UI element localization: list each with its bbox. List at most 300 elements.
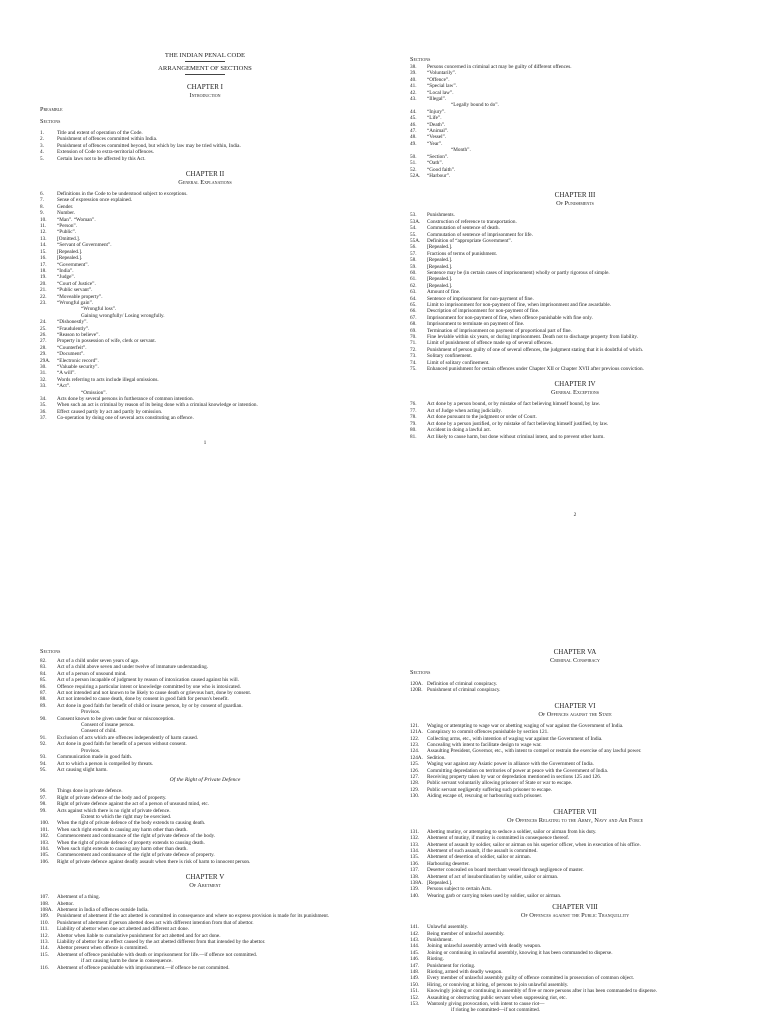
section-number: 31. — [40, 370, 47, 377]
section-title: Things done in private defence. — [57, 788, 123, 795]
section-number: 120B. — [410, 687, 423, 694]
section-number: 149. — [410, 975, 420, 982]
section-list — [410, 723, 740, 800]
section-title: Sentence of imprisonment for non-payment of fine. — [427, 295, 534, 302]
section-list — [40, 130, 370, 162]
section-title: Abetment of desertion of soldier, sailor or airman. — [427, 854, 531, 861]
section-number: 106. — [40, 858, 50, 865]
section-title: Receiving property taken by war or depredation mentioned in sections 125 and 126. — [427, 774, 602, 781]
section-title: “Public”. — [57, 229, 77, 236]
preamble-label: Preamble — [40, 106, 63, 113]
section-number: 92. — [40, 741, 47, 748]
section-entry — [410, 893, 740, 899]
section-title: Construction of reference to transportation. — [427, 218, 517, 225]
section-title: Consent of child. — [81, 728, 117, 735]
section-title: Act of Judge when acting judicially. — [427, 407, 502, 414]
section-title: “Wrongful loss”. — [81, 306, 117, 313]
section-title: “Act”. — [57, 383, 71, 390]
section-entry — [40, 965, 370, 971]
section-number: 109. — [40, 913, 50, 920]
section-title: Enhanced punishment for certain offences under Chapter XII or Chapter XVII after previous conviction. — [427, 366, 644, 373]
section-number: 110. — [40, 919, 49, 926]
section-number: 16. — [40, 255, 47, 262]
section-number: 15. — [40, 248, 47, 255]
chapter-7-heading: CHAPTER VII — [553, 807, 597, 816]
section-title: Amount of fine. — [427, 289, 461, 296]
section-title: Abetment of such assault, if the assault is committed. — [427, 847, 538, 854]
sections-label: Sections — [40, 648, 61, 655]
section-title: Imprisonment for non-payment of fine, when offence punishable with fine only. — [427, 314, 593, 321]
section-number: 52. — [410, 166, 417, 173]
section-number: 102. — [40, 833, 50, 840]
section-number: 120A. — [410, 681, 423, 687]
section-entry — [40, 156, 370, 162]
section-title: Concealing with intent to facilitate design to wage war. — [427, 742, 542, 749]
section-number: 83. — [40, 664, 47, 671]
section-title: Property in possession of wife, clerk or servant. — [57, 338, 156, 345]
section-title: Waging war against any Asiatic power in alliance with the Government of India. — [427, 761, 594, 768]
section-title: Effect caused partly by act and partly by omission. — [57, 408, 163, 415]
section-number: 111. — [40, 926, 49, 933]
section-number: 79. — [410, 420, 417, 427]
section-title: Abetment of act of insubordination by soldier, sailor or airman. — [427, 873, 559, 880]
section-number: 114. — [40, 945, 49, 952]
section-title: “Dishonestly”. — [57, 319, 88, 326]
section-number: 82. — [40, 658, 47, 664]
section-number: 137. — [410, 867, 420, 874]
section-title: “Injury”. — [427, 108, 446, 115]
section-number: 72. — [410, 346, 417, 353]
section-number: 93. — [40, 754, 47, 761]
section-title: Waging or attempting to wage war or abetting waging of war against the Government of India. — [427, 722, 624, 729]
section-number: 131. — [410, 828, 420, 835]
chapter-8-subtitle: Of Offences against the Public Tranquillity — [520, 912, 630, 920]
section-entry — [40, 415, 370, 421]
section-title: Limit of punishment of offence made up of several offences. — [427, 340, 553, 347]
section-number: 97. — [40, 794, 47, 801]
section-title: “Government”. — [57, 261, 89, 268]
section-number: 27. — [40, 338, 47, 345]
section-number: 64. — [410, 295, 417, 302]
section-title: Act of a child under seven years of age. — [57, 658, 140, 664]
section-title: “Legally bound to do”. — [451, 102, 499, 109]
section-number: 9. — [40, 210, 44, 217]
section-number: 61. — [410, 276, 417, 283]
section-number: 125. — [410, 761, 420, 768]
section-number: 101. — [40, 826, 50, 833]
section-number: 57. — [410, 250, 417, 257]
section-title: Fine leviable within six years, or during imprisonment. Death not to discharge property from liability. — [427, 334, 638, 341]
section-number: 40. — [410, 76, 417, 83]
section-number: 63. — [410, 289, 417, 296]
section-title: Abetment of offence punishable with imprisonment.—if offence be not committed. — [57, 964, 230, 971]
section-title: Public servant voluntarily allowing prisoner of State or war to escape. — [427, 780, 573, 787]
section-title: [Repealed.]. — [57, 248, 83, 255]
section-number: 20. — [40, 280, 47, 287]
section-title: “Document”. — [57, 351, 85, 358]
chapter-5a-subtitle: Criminal Conspiracy — [550, 657, 600, 664]
section-title: [Repealed.]. — [427, 244, 453, 251]
chapter-5-heading: CHAPTER V — [185, 873, 225, 882]
section-number: 51. — [410, 160, 417, 167]
section-number: 58. — [410, 257, 417, 264]
section-title: Exclusion of acts which are offences independently of harm caused. — [57, 734, 199, 741]
section-number — [410, 1007, 427, 1013]
section-number: 43. — [410, 96, 417, 103]
section-number: 66. — [410, 308, 417, 315]
section-number: 90. — [40, 715, 47, 722]
section-entry — [410, 434, 740, 440]
section-number: 134. — [410, 847, 420, 854]
section-number: 53A. — [410, 218, 421, 225]
section-title: “Man”. “Woman”. — [57, 216, 96, 223]
section-number: 68. — [410, 321, 417, 328]
section-number: 98. — [40, 801, 47, 808]
section-title: “Servant of Government”. — [57, 242, 112, 249]
section-number: 143. — [410, 936, 420, 943]
page-1 — [40, 52, 370, 446]
section-number: 47. — [410, 128, 417, 135]
section-number: 126. — [410, 767, 420, 774]
section-number: 105. — [40, 852, 50, 859]
section-number: 85. — [40, 677, 47, 684]
section-number: 86. — [40, 683, 47, 690]
section-title: Assaulting President, Governor, etc., with intent to compel or restrain the exercise of any lawful power. — [427, 748, 642, 755]
section-title: When such right extends to causing any harm other than death. — [57, 845, 188, 852]
section-title: When such an act is criminal by reason of its being done with a criminal knowledge or intention. — [57, 402, 258, 409]
section-title: [Repealed.]. — [427, 276, 453, 283]
section-number: 14. — [40, 242, 47, 249]
section-number: 60. — [410, 269, 417, 276]
section-number: 132. — [410, 835, 420, 842]
section-entry — [410, 687, 740, 693]
section-number: 91. — [40, 734, 47, 741]
section-number: 34. — [40, 396, 47, 403]
section-title: Punishments. — [427, 212, 455, 219]
section-number: 123. — [410, 742, 420, 749]
section-title: Abetting mutiny, or attempting to seduce a soldier, sailor or airman from his duty. — [427, 828, 597, 835]
section-number: 49. — [410, 140, 417, 147]
section-list — [410, 64, 740, 179]
section-title: Co-operation by doing one of several acts constituting an offence. — [57, 415, 194, 422]
page-4 — [410, 648, 740, 1014]
page-number: 2 — [573, 511, 577, 518]
section-number: 148. — [410, 969, 420, 975]
section-title: “Month”. — [451, 147, 471, 154]
section-number: 50. — [410, 153, 417, 160]
section-number: 142. — [410, 930, 420, 937]
section-number: 107. — [40, 894, 50, 901]
section-title: “Public servant”. — [57, 287, 93, 294]
chapter-3-heading: CHAPTER III — [554, 191, 596, 200]
section-title: Sentence may be (in certain cases of imprisonment) wholly or partly rigorous of simple. — [427, 269, 610, 276]
section-number: 152. — [410, 994, 420, 1001]
section-entry — [410, 366, 740, 372]
section-title: Commencement and continuance of the right of private defence of property. — [57, 852, 215, 859]
section-number: 146. — [410, 956, 420, 963]
section-title: Persons concerned in criminal act may be guilty of different offences. — [427, 64, 572, 70]
section-number: 95. — [40, 766, 47, 773]
section-number: 94. — [40, 760, 47, 767]
section-number: 108. — [40, 900, 50, 907]
section-number: 151. — [410, 988, 420, 995]
section-number: 48. — [410, 134, 417, 141]
section-number: 26. — [40, 331, 47, 338]
section-number: 69. — [410, 327, 417, 334]
section-list — [410, 401, 740, 439]
section-number: 7. — [40, 197, 44, 204]
section-number: 115. — [40, 951, 49, 958]
page-2 — [410, 56, 740, 518]
section-title: Right of private defence of the body and of property. — [57, 794, 167, 801]
section-number: 124. — [410, 748, 420, 755]
chapter-2-heading: CHAPTER II — [185, 170, 225, 179]
section-title: Certain laws not to be affected by this Act. — [57, 155, 146, 162]
section-number: 59. — [410, 263, 417, 270]
section-title: Deserter concealed on board merchant vessel through negligence of master. — [427, 867, 584, 874]
section-title: Conspiracy to commit offences punishable by section 121. — [427, 729, 549, 736]
section-title: Abetment of a thing. — [57, 894, 100, 901]
section-number: 52A. — [410, 172, 421, 179]
section-title: “Harbour”. — [427, 172, 451, 179]
section-title: Commutation of sentence of imprisonment for life. — [427, 231, 533, 238]
section-title: “Section”. — [427, 153, 449, 160]
section-number: 113. — [40, 939, 49, 946]
section-number: 53. — [410, 212, 417, 219]
section-title: Solitary confinement. — [427, 353, 472, 360]
section-title: Being member of unlawful assembly. — [427, 930, 505, 937]
section-title: Aiding escape of, rescuing or harbouring such prisoner. — [427, 793, 543, 800]
section-title: Extent to which the right may be exercised. — [81, 813, 172, 820]
section-title: Act of a person incapable of judgment by reason of intoxication caused against his will. — [57, 677, 239, 684]
chapter-2-subtitle: General Explanations — [178, 179, 232, 187]
section-title: Number. — [57, 210, 76, 217]
section-number: 22. — [40, 293, 47, 300]
section-number: 141. — [410, 924, 420, 931]
section-number: 140. — [410, 892, 420, 899]
section-number: 41. — [410, 83, 417, 90]
section-number: 139. — [410, 886, 420, 893]
section-title: Words referring to acts include illegal omissions. — [57, 376, 159, 383]
section-title: Consent known to be given under fear or misconception. — [57, 715, 175, 722]
section-entry — [40, 859, 370, 865]
section-title: Punishment for rioting. — [427, 962, 476, 969]
section-title: Act not intended and not known to be likely to cause death or grievous hurt, done by consent. — [57, 690, 252, 697]
section-title: “A will”. — [57, 370, 76, 377]
section-number: 133. — [410, 841, 420, 848]
section-title: Commencement and continuance of the right of private defence of the body. — [57, 833, 216, 840]
section-title: Joining or continuing in unlawful assembly, knowing it has been commanded to disperse. — [427, 949, 613, 956]
section-number: 55A. — [410, 237, 421, 244]
section-title: Gender. — [57, 203, 74, 210]
section-number: 24. — [40, 319, 47, 326]
section-title: Extension of Code to extra-territorial offences. — [57, 149, 154, 156]
section-number: 87. — [40, 690, 47, 697]
section-title: Termination of imprisonment on payment of proportional part of fine. — [427, 327, 572, 334]
section-number: 67. — [410, 314, 417, 321]
section-title: Abetment in India of offences outside India. — [57, 907, 149, 913]
section-number: 28. — [40, 344, 47, 351]
section-list — [410, 924, 740, 1014]
chapter-5a-heading: CHAPTER VA — [553, 648, 597, 656]
section-number: 36. — [40, 408, 47, 415]
section-number: 71. — [410, 340, 417, 347]
section-number: 45. — [410, 115, 417, 122]
section-title: “Counterfeit”. — [57, 344, 87, 351]
page-3 — [40, 648, 370, 971]
section-title: Provisos. — [81, 709, 101, 716]
arrangement-rule — [185, 74, 225, 75]
section-entry — [40, 767, 370, 773]
section-number: 129. — [410, 786, 420, 793]
section-title: Imprisonment to terminate on payment of fine. — [427, 321, 525, 328]
section-number: 38. — [410, 64, 417, 70]
section-title: [Repealed.]. — [427, 282, 453, 289]
sections-label: Sections — [410, 669, 431, 676]
section-title: Definition of “appropriate Government”. — [427, 237, 512, 244]
section-title: Wantonly giving provocation, with intent to cause riot— — [427, 1001, 545, 1008]
section-title: [Repealed.]. — [427, 257, 453, 264]
section-title: “Electronic record”. — [57, 357, 99, 364]
title-rule — [185, 61, 225, 62]
section-number: 32. — [40, 376, 47, 383]
section-number: 73. — [410, 353, 417, 360]
section-number: 150. — [410, 981, 420, 988]
section-number: 18. — [40, 267, 47, 274]
section-number: 29. — [40, 351, 47, 358]
section-number: 127. — [410, 774, 420, 781]
section-title: “Fraudulently”. — [57, 325, 90, 332]
section-title: “Omission”. — [81, 389, 107, 396]
section-title: Liability of abettor when one act abetted and different act done. — [57, 926, 189, 933]
section-title: [Omitted.]. — [57, 235, 81, 242]
section-list — [40, 658, 370, 773]
section-number: 5. — [40, 155, 44, 162]
chapter-4-heading: CHAPTER IV — [554, 380, 596, 389]
section-title: Assaulting or obstructing public servant when suppressing riot, etc. — [427, 994, 567, 1001]
section-title: Unlawful assembly. — [427, 924, 469, 931]
section-title: Committing depredation on territories of power at peace with the Government of India. — [427, 767, 609, 774]
section-title: Harbouring deserter. — [427, 860, 470, 867]
section-title: “Death”. — [427, 121, 446, 128]
section-number: 37. — [40, 415, 47, 422]
section-title: Joining unlawful assembly armed with deadly weapon. — [427, 943, 542, 950]
section-title: Knowingly joining or continuing in assembly of five or more persons after it has been commanded to disperse. — [427, 988, 657, 995]
section-title: Limit of solitary confinement. — [427, 359, 490, 366]
code-title: THE INDIAN PENAL CODE — [164, 52, 246, 59]
section-title: “Oath”. — [427, 160, 443, 167]
section-number: 33. — [40, 383, 47, 390]
chapter-5-subtitle: Of Abetment — [189, 882, 221, 890]
section-number: 3. — [40, 142, 44, 149]
section-number: 56. — [410, 244, 417, 251]
section-title: Communication made in good faith. — [57, 754, 133, 761]
section-number: 121. — [410, 722, 420, 729]
section-number: 145. — [410, 949, 420, 956]
chapter-6-heading: CHAPTER VI — [554, 701, 596, 710]
section-number: 75. — [410, 366, 417, 373]
section-title: Act of a child above seven and under twelve of immature understanding. — [57, 664, 208, 671]
section-title: Rioting. — [427, 956, 444, 963]
section-title: Act to which a person is compelled by threats. — [57, 760, 154, 767]
section-title: Abetment of offence punishable with death or imprisonment for life.—if offence not committed. — [57, 951, 258, 958]
section-title: Right of private defence against deadly assault when there is risk of harm to innocent person. — [57, 858, 251, 865]
section-title: “Animal”. — [427, 128, 449, 135]
section-number: 116. — [40, 964, 49, 971]
section-title: Punishment of person guilty of one of several offences, the judgment stating that it is doubtful of which. — [427, 346, 644, 353]
section-number: 78. — [410, 414, 417, 421]
section-list — [40, 788, 370, 865]
section-number: 25. — [40, 325, 47, 332]
arrangement-heading: ARRANGEMENT OF SECTIONS — [158, 65, 252, 72]
section-title: Gaining wrongfully/ Losing wrongfully. — [81, 312, 165, 319]
section-number: 103. — [40, 839, 50, 846]
section-number: 80. — [410, 427, 417, 434]
section-number: 65. — [410, 302, 417, 308]
section-title: Act of a person of unsound mind. — [57, 670, 127, 677]
section-number: 35. — [40, 402, 47, 409]
section-title: “Voluntarily”. — [427, 70, 457, 77]
section-number: 11. — [40, 223, 47, 230]
section-number: 17. — [40, 261, 47, 268]
section-title: [Repealed.]. — [57, 255, 83, 262]
section-title: Punishment. — [427, 936, 453, 943]
section-number: 10. — [40, 216, 47, 223]
section-number: 4. — [40, 149, 44, 156]
section-number: 23. — [40, 299, 47, 306]
section-list — [40, 894, 370, 971]
section-number: 77. — [410, 407, 417, 414]
section-title: Provisos. — [81, 747, 101, 754]
section-number: 147. — [410, 962, 420, 969]
section-number: 2. — [40, 136, 44, 143]
section-number: 84. — [40, 670, 47, 677]
section-number: 70. — [410, 334, 417, 341]
section-number: 144. — [410, 943, 420, 950]
section-title: “Person”. — [57, 223, 78, 230]
section-number: 112. — [40, 932, 49, 939]
section-title: Consent of insane person. — [81, 722, 135, 729]
section-title: “Moveable property”. — [57, 293, 103, 300]
section-number: 122. — [410, 735, 420, 742]
chapter-3-subtitle: Of Punishments — [556, 200, 594, 208]
section-title: Every member of unlawful assembly guilty of offence committed in prosecution of common object. — [427, 975, 635, 982]
section-number: 54. — [410, 225, 417, 232]
section-title: Liability of abettor for an effect caused by the act abetted different from that intended by the abettor. — [57, 939, 266, 946]
section-title: Acts against which there is no right of private defence. — [57, 807, 171, 814]
section-title: “Valuable security”. — [57, 364, 99, 370]
section-number: 135. — [410, 854, 420, 861]
section-entry — [410, 1007, 740, 1013]
section-number: 136. — [410, 860, 420, 867]
chapter-1-heading: CHAPTER I — [187, 83, 223, 91]
chapter-7-subtitle: Of Offences Relating to the Army, Navy and Air Force — [506, 816, 644, 824]
section-number: 108A. — [40, 907, 53, 913]
section-number: 1. — [40, 130, 44, 136]
section-title: Definitions in the Code to be understood subject to exceptions. — [57, 191, 188, 198]
section-title: Act done in good faith for benefit of child or insane person, by or by consent of guardian. — [57, 702, 243, 709]
section-title: Act done by a person justified, or by mistake of fact believing himself justified, by law. — [427, 420, 609, 427]
section-title: Wearing garb or carrying token used by soldier, sailor or airman. — [427, 892, 562, 899]
section-title: Act done by a person bound, or by mistake of fact believing himself bound, by law. — [427, 401, 601, 408]
section-entry — [410, 793, 740, 799]
section-number: 153. — [410, 1001, 420, 1008]
section-number: 39. — [410, 70, 417, 77]
section-title: “Vessel”. — [427, 134, 447, 141]
section-number: 104. — [40, 845, 50, 852]
section-title: Punishment of abetment if person abetted does act with different intention from that of abettor. — [57, 919, 254, 926]
section-title: Offence requiring a particular intent or knowledge committed by one who is intoxicated. — [57, 683, 241, 690]
